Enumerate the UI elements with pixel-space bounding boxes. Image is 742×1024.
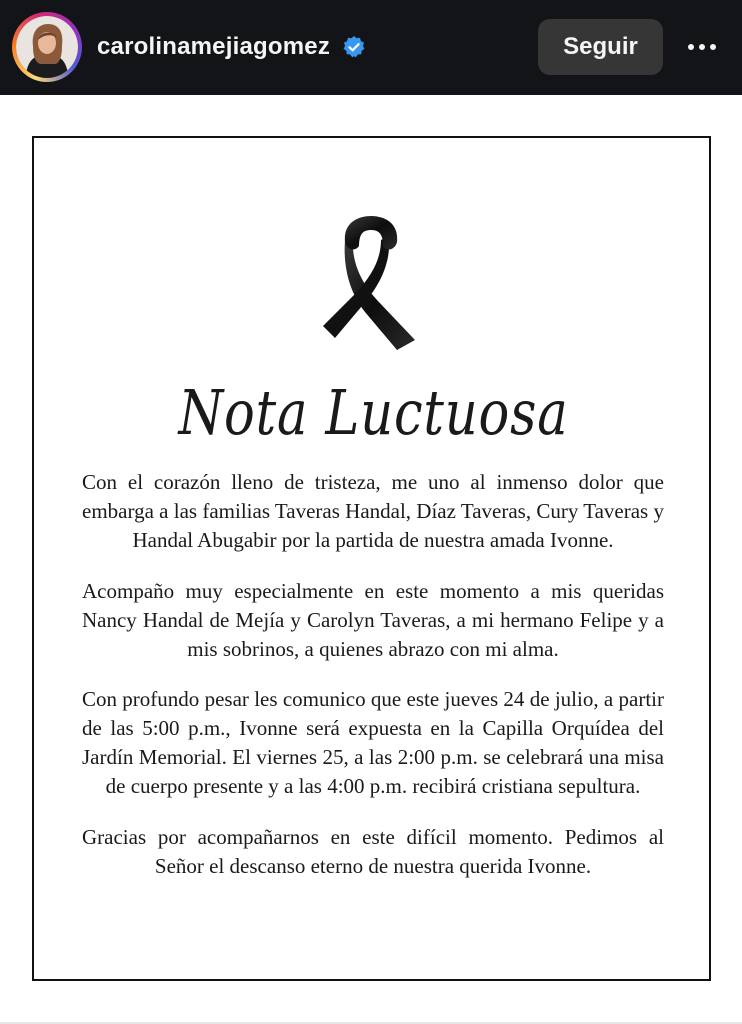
verified-badge-icon [342,35,366,59]
paragraph-4: Gracias por acompañarnos en este difícil momento. Pedimos al Señor el descanso eterno de nuestra querida Ivonne. [82,825,664,878]
post-header [0,0,742,95]
title-text: Nota Luctuosa [176,376,569,449]
post-title [34,368,713,458]
mourning-ribbon-icon [323,216,419,352]
profile-avatar[interactable] [16,16,78,78]
more-options-icon[interactable] [684,35,720,59]
follow-button[interactable]: Seguir [538,19,663,75]
paragraph-2: Acompaño muy especialmente en este momento a mis queridas Nancy Handal de Mejía y Carolyn Taveras, a mi hermano Felipe y a mis sobrinos, a quienes abrazo con mi alma. [82,579,664,661]
paragraph-1: Con el corazón lleno de tristeza, me uno al inmenso dolor que embarga a las familias Taveras Handal, Díaz Taveras, Cury Taveras y Handal Abugabir por la partida de nuestra amada Ivonne. [82,470,664,552]
post-image[interactable] [32,136,711,981]
username[interactable]: carolinamejiagomez [97,33,331,60]
story-ring[interactable] [12,12,82,82]
paragraph-3: Con profundo pesar les comunico que este jueves 24 de julio, a partir de las 5:00 p.m., Ivonne será expuesta en la Capilla Orquídea del Jardín Memorial. El viernes 25, a las 2:00 p.m. se celebrará una misa de cuerpo presente y a las 4:00 p.m. recibirá cristiana sepultura. [82,687,664,798]
